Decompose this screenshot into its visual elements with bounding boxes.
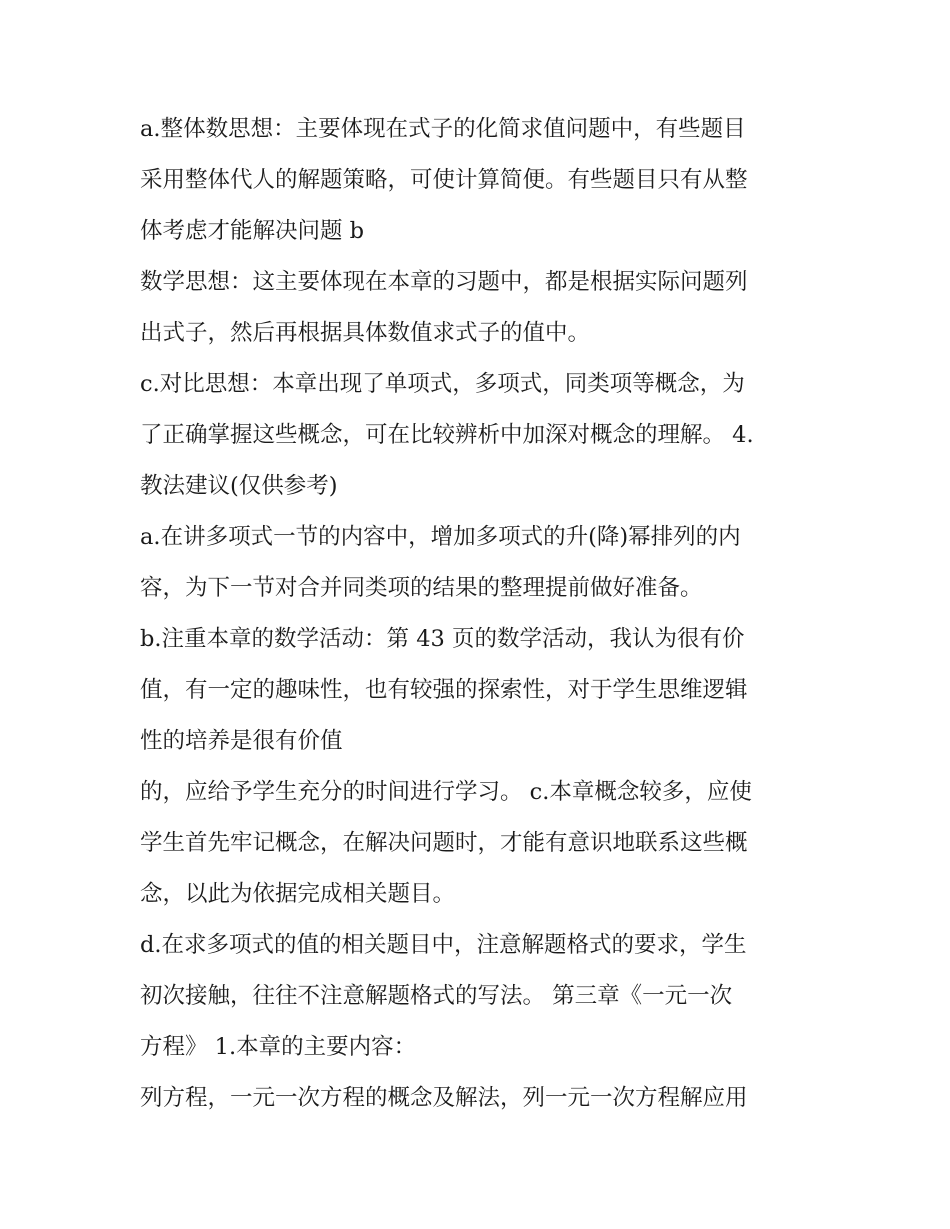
text-line: 采用整体代人的解题策略，可使计算简便。有些题目只有从整: [140, 167, 748, 193]
text-line: 学生首先牢记概念，在解决问题时，才能有意识地联系这些概: [140, 830, 748, 856]
text-line: b.注重本章的数学活动：第 43 页的数学活动，我认为很有价: [140, 626, 745, 652]
text-line: 念，以此为依据完成相关题目。: [140, 881, 456, 907]
text-line: 方程》 1.本章的主要内容：: [140, 1034, 417, 1060]
text-line: a.整体数思想：主要体现在式子的化简求值问题中，有些题目: [140, 116, 746, 142]
text-line: d.在求多项式的值的相关题目中，注意解题格式的要求，学生: [140, 932, 747, 958]
document-body: [140, 104, 820, 1124]
text-line: a.在讲多项式一节的内容中，增加多项式的升(降)幂排列的内: [140, 524, 741, 550]
text-line: 容，为下一节对合并同类项的结果的整理提前做好准备。: [140, 575, 703, 601]
text-line: 列方程，一元一次方程的概念及解法，列一元一次方程解应用: [140, 1085, 748, 1111]
text-line: 值，有一定的趣味性，也有较强的探索性，对于学生思维逻辑: [140, 677, 748, 703]
text-line: 性的培养是很有价值: [140, 728, 343, 754]
text-line: 数学思想：这主要体现在本章的习题中，都是根据实际问题列: [140, 269, 748, 295]
text-line: 体考虑才能解决问题 b: [140, 218, 365, 244]
text-line: 的，应给予学生充分的时间进行学习。 c.本章概念较多，应使: [140, 779, 752, 805]
text-line: c.对比思想：本章出现了单项式，多项式，同类项等概念，为: [140, 371, 745, 397]
text-line: 教法建议(仅供参考): [140, 473, 338, 499]
text-line: 了正确掌握这些概念，可在比较辨析中加深对概念的理解。 4.: [140, 422, 754, 448]
text-line: 初次接触，往往不注意解题格式的写法。 第三章《一元一次: [140, 983, 733, 1009]
text-line: 出式子，然后再根据具体数值求式子的值中。: [140, 320, 591, 346]
